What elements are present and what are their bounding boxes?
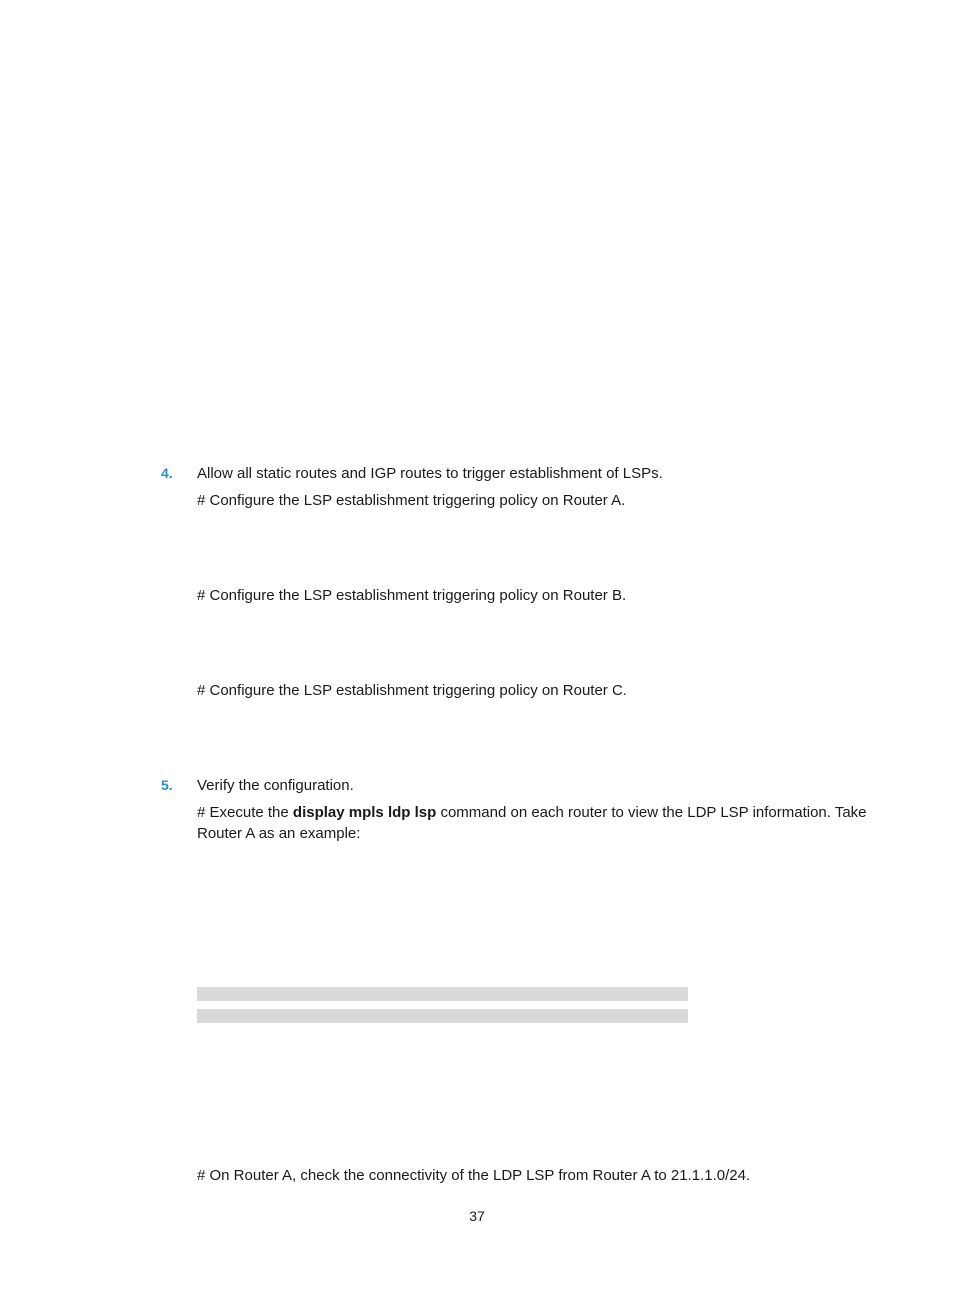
step-5-note-suffix: command on each router to view the LDP LSP information. Take Router A as an example: [197,804,867,842]
highlight-bar [197,1009,688,1023]
step-5-heading [161,775,354,796]
step-5-number: 5. [161,777,173,793]
page-number: 37 [469,1208,485,1224]
highlight-bar [197,987,688,1001]
step-4-note-router-a: # Configure the LSP establishment triggering policy on Router A. [197,492,626,509]
step-5-note-prefix: # Execute the [197,804,293,821]
step-5-title: Verify the configuration. [197,777,354,794]
step-4-number: 4. [161,465,173,481]
command-display-mpls-ldp-lsp: display mpls ldp lsp [292,804,437,821]
step-4-heading [161,463,663,484]
step-4-title: Allow all static routes and IGP routes to trigger establishment of LSPs. [197,465,663,482]
step-4-note-router-c: # Configure the LSP establishment triggering policy on Router C. [197,682,627,699]
step-4-note-router-b: # Configure the LSP establishment triggering policy on Router B. [197,587,627,604]
step-5-final-note: # On Router A, check the connectivity of the LDP LSP from Router A to 21.1.1.0/24. [197,1167,751,1184]
step-5-note [197,802,877,844]
